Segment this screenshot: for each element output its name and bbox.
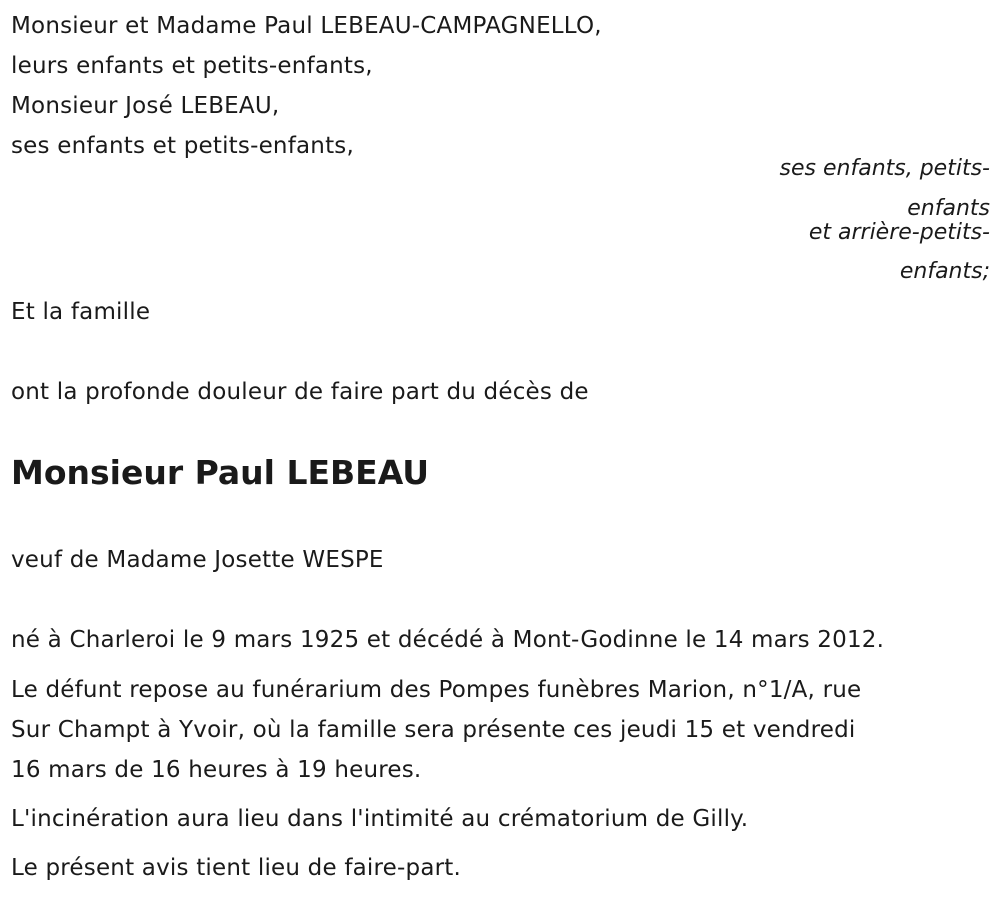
- family-line-3: Monsieur José LEBEAU,: [11, 93, 280, 119]
- widower-of: veuf de Madame Josette WESPE: [11, 547, 384, 573]
- cremation-line: L'incinération aura lieu dans l'intimité au crématorium de Gilly.: [11, 806, 749, 832]
- rest-line-1: Le défunt repose au funérarium des Pompes funèbres Marion, n°1/A, rue: [11, 677, 862, 703]
- birth-death: né à Charleroi le 9 mars 1925 et décédé à Mont-Godinne le 14 mars 2012.: [11, 627, 885, 653]
- deceased-name: Monsieur Paul LEBEAU: [11, 453, 430, 492]
- right-column-line-2: enfants: [907, 196, 990, 221]
- family-line-4: ses enfants et petits-enfants,: [11, 133, 354, 159]
- rest-line-3: 16 mars de 16 heures à 19 heures.: [11, 757, 422, 783]
- family-line-2: leurs enfants et petits-enfants,: [11, 53, 373, 79]
- right-column-line-1: ses enfants, petits-: [779, 156, 990, 181]
- notice-line: Le présent avis tient lieu de faire-part.: [11, 855, 462, 881]
- announcement: ont la profonde douleur de faire part du décès de: [11, 379, 589, 405]
- family-line-1: Monsieur et Madame Paul LEBEAU-CAMPAGNELLO,: [11, 13, 602, 39]
- right-column-line-4: enfants;: [899, 259, 990, 284]
- right-column-line-3: et arrière-petits-: [808, 220, 990, 245]
- rest-line-2: Sur Champt à Yvoir, où la famille sera présente ces jeudi 15 et vendredi: [11, 717, 856, 743]
- family-closing: Et la famille: [11, 299, 151, 325]
